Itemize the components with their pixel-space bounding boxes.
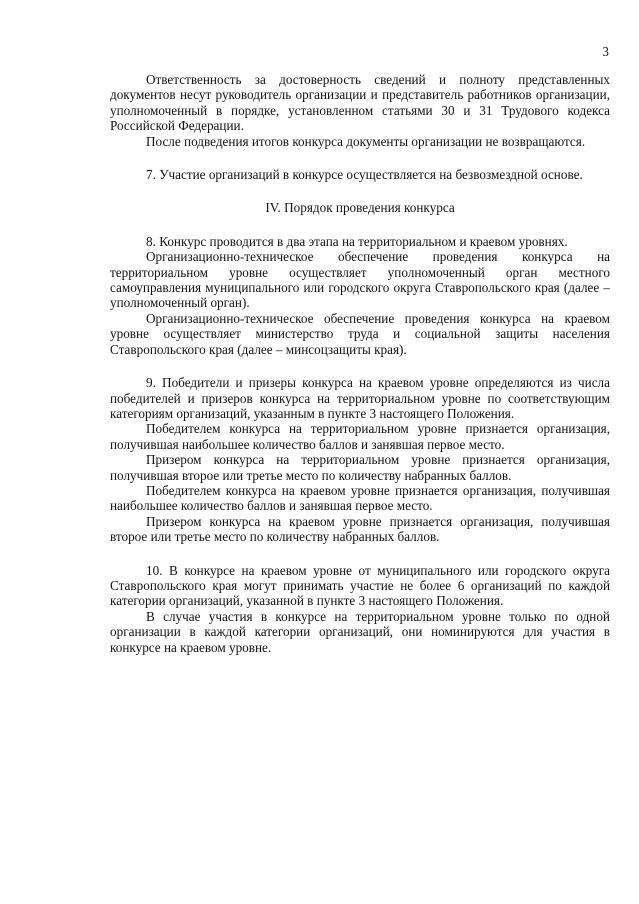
paragraph-8: 8. Конкурс проводится в два этапа на территориальном и краевом уровнях.: [146, 233, 568, 249]
document-body: [110, 72, 610, 655]
paragraph-9-regional-prize: Призером конкурса на краевом уровне признается организация, получившая второе или третье место по количеству набранных баллов.: [110, 513, 610, 545]
paragraph-responsibility: Ответственность за достоверность сведений и полноту представленных документов несут руководитель организации и представитель работников организации, уполномоченный в порядке, установленном статьями 30 и 31 Трудового кодекса Российской Федерации.: [110, 72, 610, 134]
page-number: 3: [602, 44, 609, 59]
paragraph-9-territorial-winner: Победителем конкурса на территориальном уровне признается организация, получившая наибольшее количество баллов и занявшая первое место.: [110, 421, 610, 452]
paragraph-10: 10. В конкурсе на краевом уровне от муниципального или городского округа Ставропольского края могут принимать участие не более 6 организаций по каждой категории организаций, указанной в пункте 3 настоящего Положения.: [110, 562, 610, 609]
paragraph-7: 7. Участие организаций в конкурсе осуществляется на безвозмездной основе.: [146, 167, 583, 183]
paragraph-8-territorial: Организационно-техническое обеспечение проведения конкурса на территориальном уровне осуществляет уполномоченный орган местного самоуправления муниципального или городского округа Ставропольского края (далее – уполномоченный орган).: [110, 249, 610, 311]
section-heading-iv: IV. Порядок проведения конкурса: [265, 200, 455, 216]
paragraph-documents-not-returned: После подведения итогов конкурса документы организации не возвращаются.: [146, 133, 586, 149]
paragraph-9-regional-winner: Победителем конкурса на краевом уровне признается организация, получившая наибольшее количество баллов и занявшая первое место.: [110, 482, 610, 514]
paragraph-8-regional: Организационно-техническое обеспечение проведения конкурса на краевом уровне осуществляет министерство труда и социальной защиты населения Ставропольского края (далее – минсоцзащиты края).: [110, 310, 610, 357]
paragraph-10-single-organization: В случае участия в конкурсе на территориальном уровне только по одной организации в каждой категории организаций, они номинируются для участия в конкурсе на краевом уровне.: [110, 608, 610, 655]
paragraph-9-territorial-prize: Призером конкурса на территориальном уровне признается организация, получившая второе или третье место по количеству набранных баллов.: [110, 452, 610, 483]
paragraph-9: 9. Победители и призеры конкурса на краевом уровне определяются из числа победителей и призеров конкурса на территориальном уровне по соответствующим категориям организаций, указанным в пункте 3 настоящего Положения.: [110, 375, 610, 421]
